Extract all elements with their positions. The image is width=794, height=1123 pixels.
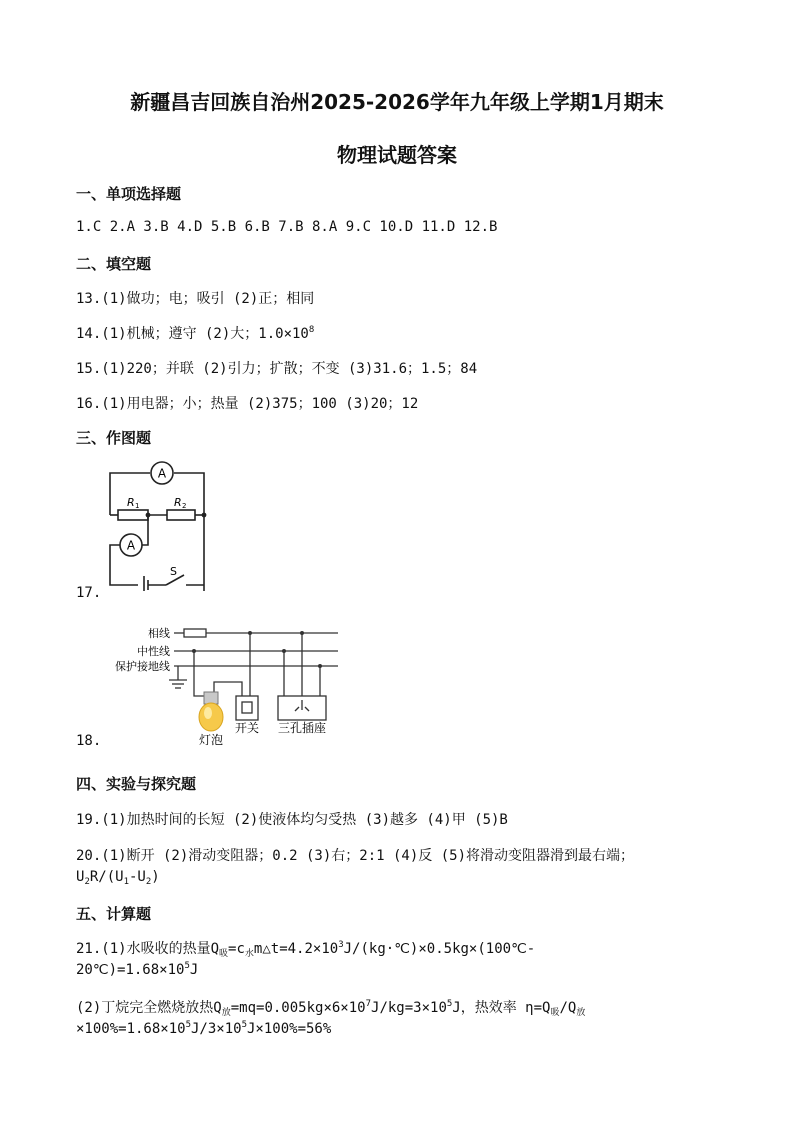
resistor-r2-subscript: 2 (182, 502, 187, 510)
answer-line-1-12: 1.C 2.A 3.B 4.D 5.B 6.B 7.B 8.A 9.C 10.D 11.D 12.B (76, 219, 498, 235)
bulb-label: 灯泡 (198, 733, 224, 747)
answer-line-17: 17. (76, 585, 102, 601)
answer-line-19: 19.(1)加热时间的长短 (2)使液体均匀受热 (3)越多 (4)甲 (5)B (76, 812, 508, 828)
live-wire-label: 相线 (148, 627, 170, 640)
answer-line-18: 18. (76, 733, 102, 749)
section-heading-drawing: 三、作图题 (76, 429, 152, 447)
switch-caption: 开关 (234, 721, 260, 735)
answer-line-14: 14.(1)机械；遵守 (2)大；$1.0\times 10^8$ (76, 325, 315, 342)
answer-line-21b: $20℃)=1.68\times 10^5J$ (76, 961, 199, 978)
answer-line-21c: (2)丁烷完全燃烧放热$Q_放=mq=0.005kg\times 6\times 10^7J/kg=3\times 10^5J$，热效率 $\eta=Q_吸/Q_放$ (76, 999, 586, 1018)
resistor-r1-subscript: 1 (135, 502, 140, 510)
answer-line-16: 16.(1)用电器；小；热量 (2)375；100 (3)20；12 (76, 396, 419, 412)
answer-line-15: 15.(1)220；并联 (2)引力；扩散；不变 (3)31.6；1.5；84 (76, 361, 478, 377)
resistor-r2-label: R (174, 496, 182, 509)
ground-wire-label: 保护接地线 (115, 660, 170, 673)
answer-line-20b: $U_2R/(U_1-U_2)$ (76, 869, 160, 887)
document-subtitle: 物理试题答案 (337, 143, 457, 167)
resistor-r1-label: R (127, 496, 135, 509)
section-heading-calculation: 五、计算题 (76, 905, 152, 923)
ammeter-bottom-label: A (126, 538, 136, 553)
socket-label: 三孔插座 (277, 721, 327, 735)
light-bulb-icon (199, 692, 223, 731)
section-heading-experiment: 四、实验与探究题 (76, 775, 197, 793)
answer-line-21d: $\times 100\%=1.68\times 10^5J/3\times 10^5J\times 100\%=56\%$ (76, 1020, 332, 1037)
wiring-diagram-18 (108, 620, 344, 748)
document-title: 新疆昌吉回族自治州2025-2026学年九年级上学期1月期末 (130, 90, 664, 114)
section-heading-fill-blank: 二、填空题 (76, 255, 152, 273)
neutral-wire-label: 中性线 (137, 645, 170, 658)
section-heading-single-choice: 一、单项选择题 (76, 185, 182, 203)
junction-dot-right (202, 513, 207, 518)
answer-line-13: 13.(1)做功；电；吸引 (2)正；相同 (76, 291, 315, 307)
switch-label: S (170, 565, 177, 578)
circuit-diagram-17 (100, 455, 216, 591)
junction-dot-left (146, 513, 151, 518)
ammeter-top-label: A (157, 466, 167, 481)
answer-line-21a: 21.(1)水吸收的热量$Q_吸=c_水m\triangle t=4.2\times 10^3J/(kg\cdot℃)\times 0.5kg\times(100℃-$ (76, 940, 536, 959)
answer-line-20a: 20.(1)断开 (2)滑动变阻器；0.2 (3)右；2:1 (4)反 (5)将滑动变阻器滑到最右端； (76, 848, 635, 864)
